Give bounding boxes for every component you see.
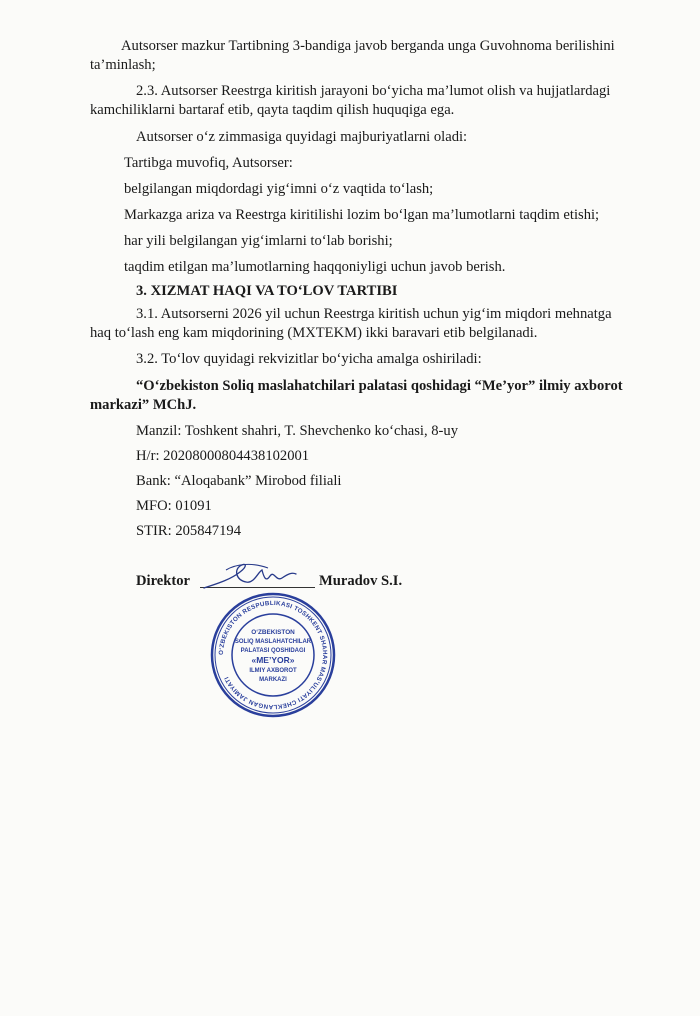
org-name-line1: “O‘zbekiston Soliq maslahatchilari palatasi qoshidagi “Me’yor” ilmiy axborot (136, 378, 623, 394)
para2-line2: kamchiliklarni bartaraf etib, qayta taqdim qilish huquqiga ega. (90, 102, 455, 118)
official-stamp-icon (210, 592, 336, 718)
account-number: H/r: 20208000804438102001 (136, 448, 310, 464)
address: Manzil: Toshkent shahri, T. Shevchenko ko‘chasi, 8-uy (136, 423, 459, 439)
section3-heading: 3. XIZMAT HAQI VA TO‘LOV TARTIBI (136, 283, 398, 299)
para5: belgilangan miqdordagi yig‘imni o‘z vaqtida to‘lash; (124, 181, 434, 197)
svg-text:SOLIQ MASLAHATCHILAR: SOLIQ MASLAHATCHILAR (234, 639, 312, 645)
para1-line1: Autsorser mazkur Tartibning 3-bandiga javob berganda unga Guvohnoma berilishini (121, 38, 615, 54)
para1-line2: ta’minlash; (90, 57, 156, 73)
org-name-line2: markazi” MChJ. (90, 397, 197, 413)
director-label: Direktor (136, 573, 191, 589)
svg-text:MARKAZI: MARKAZI (259, 677, 287, 683)
director-name: Muradov S.I. (319, 573, 403, 589)
stamp-ring-text: O‘ZBEKISTON RESPUBLIKASI TOSHKENT SHAHAR MAS’ULIYATI CHEKLANGAN JAMIYATI (217, 599, 329, 711)
svg-text:ILMIY AXBOROT: ILMIY AXBOROT (249, 668, 297, 674)
mfo-code: MFO: 01091 (136, 498, 212, 514)
para4: Tartibga muvofiq, Autsorser: (124, 155, 293, 171)
para7: har yili belgilangan yig‘imlarni to‘lab borishi; (124, 233, 393, 249)
para2-line1: 2.3. Autsorser Reestrga kiritish jarayoni bo‘yicha ma’lumot olish va hujjatlardagi (136, 83, 611, 99)
svg-text:PALATASI QOSHIDAGI: PALATASI QOSHIDAGI (240, 648, 306, 654)
para3: Autsorser o‘z zimmasiga quyidagi majburiyatlarni oladi: (136, 129, 468, 145)
signature-icon (196, 558, 300, 594)
para6: Markazga ariza va Reestrga kiritilishi lozim bo‘lgan ma’lumotlarni taqdim etishi; (124, 207, 600, 223)
svg-text:O‘ZBEKISTON: O‘ZBEKISTON (251, 629, 295, 636)
para9-line1: 3.1. Autsorserni 2026 yil uchun Reestrga kiritish uchun yig‘im miqdori mehnatga (136, 306, 612, 322)
stir-number: STIR: 205847194 (136, 523, 241, 539)
para8: taqdim etilgan ma’lumotlarning haqqoniyligi uchun javob berish. (124, 259, 506, 275)
svg-text:«ME’YOR»: «ME’YOR» (251, 655, 295, 665)
para9-line2: haq to‘lash eng kam miqdorining (MXTEKM) ikki baravari etib belgilanadi. (90, 325, 538, 341)
para10: 3.2. To‘lov quyidagi rekvizitlar bo‘yicha amalga oshiriladi: (136, 351, 482, 367)
bank-name: Bank: “Aloqabank” Mirobod filiali (136, 473, 342, 489)
